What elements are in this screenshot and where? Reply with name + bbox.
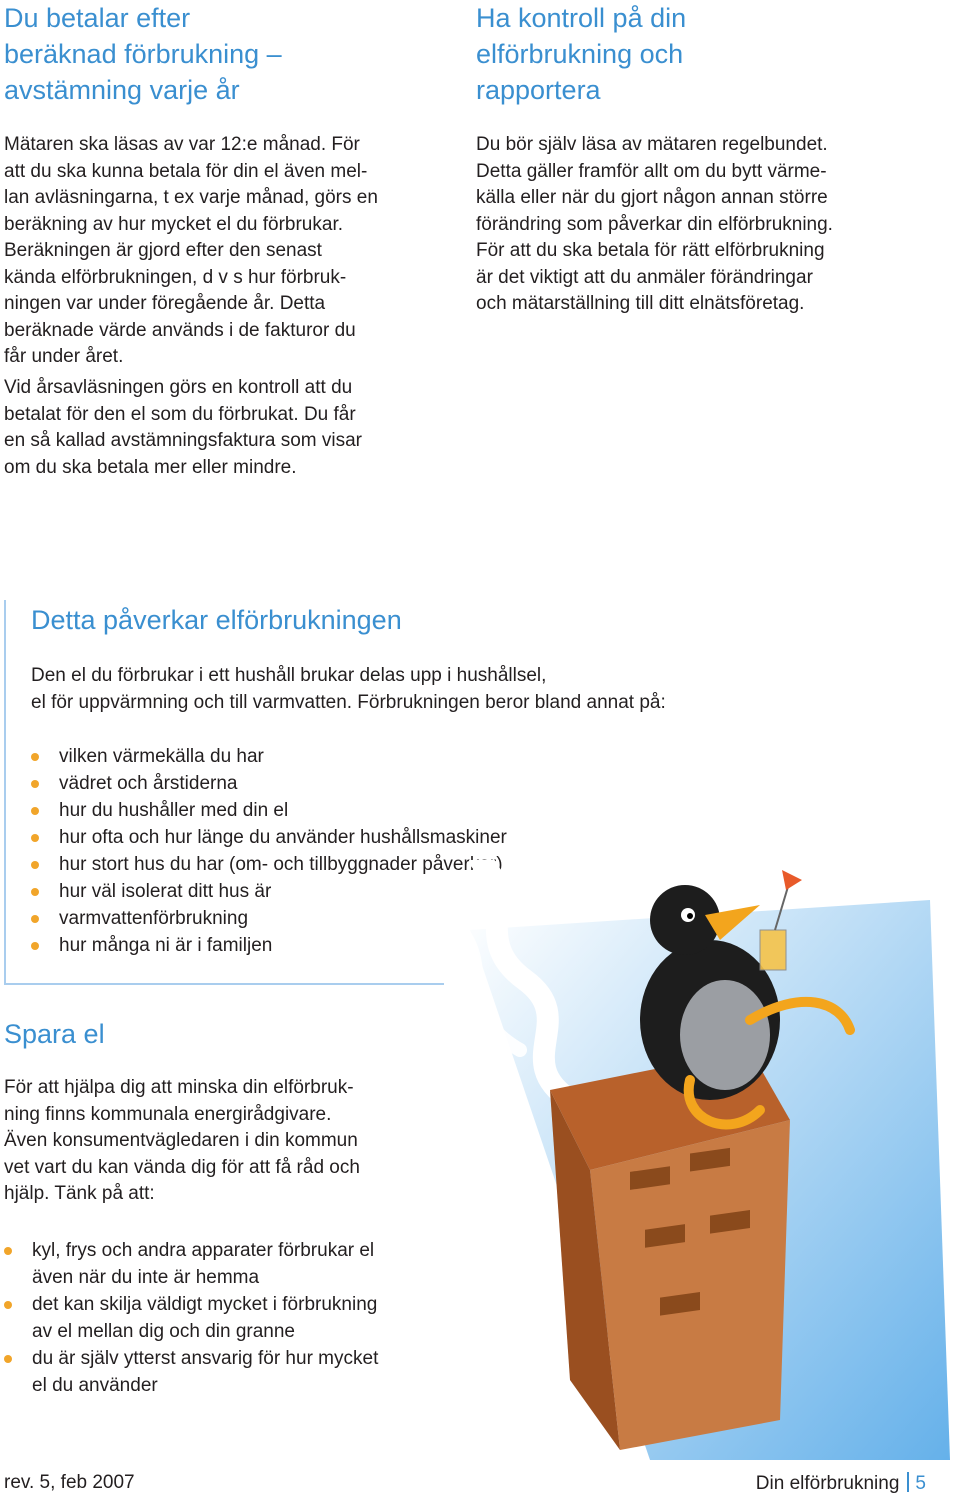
list-item <box>4 1237 444 1291</box>
list-item-text: hur många ni är i familjen <box>59 935 273 956</box>
col2-title-line: Ha kontroll på din <box>476 3 687 33</box>
text-line: beräknade värde används i de fakturor du <box>4 319 356 341</box>
list-item <box>4 1345 444 1399</box>
bullet-dot-icon <box>31 888 39 896</box>
affects-intro <box>31 663 931 716</box>
text-line: Mätaren ska läsas av var 12:e månad. För <box>4 134 360 155</box>
footer-revision: rev. 5, feb 2007 <box>4 1472 135 1493</box>
text-line: Beräkningen är gjord efter den senast <box>4 240 322 261</box>
list-item-text: vädret och årstiderna <box>59 773 238 794</box>
list-item-text: vilken värmekälla du har <box>59 746 264 767</box>
col1-title-line: Du betalar efter <box>4 3 191 33</box>
text-line: förändring som påverkar din elförbrukning. <box>476 213 833 235</box>
save-list <box>4 1237 444 1399</box>
text-line: beräkning av hur mycket el du förbrukar. <box>4 213 344 235</box>
list-item-text: hur du hushåller med din el <box>59 800 289 821</box>
text-line: en så kallad avstämningsfaktura som visar <box>4 430 362 451</box>
text-line: hjälp. Tänk på att: <box>4 1183 155 1204</box>
list-item-text: el du använder <box>32 1375 158 1396</box>
text-line: att du ska kunna betala för din el även mel- <box>4 160 368 182</box>
col1-title <box>4 0 434 108</box>
text-line: får under året. <box>4 346 124 367</box>
text-line: Vid årsavläsningen görs en kontroll att du <box>4 377 353 398</box>
save-title: Spara el <box>4 1019 105 1049</box>
col1-title-line: beräknad förbrukning – <box>4 39 282 69</box>
section-bracket-horizontal <box>4 983 444 985</box>
text-line: ningen var under föregående år. Detta <box>4 293 326 314</box>
list-item-text: av el mellan dig och din granne <box>32 1321 296 1342</box>
col2-paragraph <box>476 132 946 318</box>
text-line: betalat för den el som du förbrukat. Du får <box>4 403 356 425</box>
bullet-dot-icon <box>31 834 39 842</box>
list-item-text: du är själv ytterst ansvarig för hur mycket <box>32 1348 379 1369</box>
list-item-text: kyl, frys och andra apparater förbrukar el <box>32 1240 375 1261</box>
list-item-text: hur ofta och hur länge du använder hushållsmaskiner <box>59 827 507 848</box>
list-item <box>31 824 731 851</box>
crow-on-chimney-illustration <box>430 860 950 1460</box>
text-line: el för uppvärmning och till varmvatten. Förbrukningen beror bland annat på: <box>31 691 666 713</box>
text-line: För att hjälpa dig att minska din elförbruk- <box>4 1077 354 1098</box>
bullet-dot-icon <box>31 780 39 788</box>
text-line: Även konsumentvägledaren i din kommun <box>4 1130 358 1151</box>
text-line: lan avläsningarna, t ex varje månad, görs en <box>4 187 378 208</box>
list-item-text: det kan skilja väldigt mycket i förbrukning <box>32 1294 378 1315</box>
affects-title: Detta påverkar elförbrukningen <box>31 605 402 635</box>
text-line: För att du ska betala för rätt elförbrukning <box>476 240 825 261</box>
bullet-dot-icon <box>31 915 39 923</box>
list-item <box>31 743 731 770</box>
page-number: 5 <box>915 1473 926 1494</box>
bullet-dot-icon <box>31 942 39 950</box>
list-item <box>31 770 731 797</box>
bullet-dot-icon <box>4 1355 12 1363</box>
section-bracket-vertical <box>4 600 6 985</box>
list-item-text: även när du inte är hemma <box>32 1267 260 1288</box>
text-line: vet vart du kan vända dig för att få råd och <box>4 1156 360 1178</box>
footer-doc-title: Din elförbrukning <box>755 1473 900 1494</box>
save-intro <box>4 1075 444 1208</box>
text-line: ning finns kommunala energirådgivare. <box>4 1103 332 1125</box>
list-item-text: hur stort hus du har (om- och tillbyggnader påverkar) <box>59 854 503 875</box>
list-item-text: hur väl isolerat ditt hus är <box>59 881 272 902</box>
footer-page-label <box>756 1472 926 1495</box>
bullet-dot-icon <box>31 807 39 815</box>
bullet-dot-icon <box>31 753 39 761</box>
text-line: Du bör själv läsa av mätaren regelbundet. <box>476 134 828 155</box>
col1-paragraph-2 <box>4 375 444 481</box>
text-line: om du ska betala mer eller mindre. <box>4 456 297 478</box>
bullet-dot-icon <box>31 861 39 869</box>
col1-title-line: avstämning varje år <box>4 75 240 105</box>
text-line: Detta gäller framför allt om du bytt värme- <box>476 160 827 182</box>
text-line: är det viktigt att du anmäler förändringar <box>476 266 813 288</box>
col2-title-line: rapportera <box>476 75 601 105</box>
list-item <box>4 1291 444 1345</box>
text-line: källa eller när du gjort någon annan större <box>476 187 828 208</box>
text-line: kända elförbrukningen, d v s hur förbruk- <box>4 266 347 288</box>
col1-paragraph-1 <box>4 132 444 371</box>
list-item-text: varmvattenförbrukning <box>59 908 249 929</box>
bullet-dot-icon <box>4 1301 12 1309</box>
text-line: Den el du förbrukar i ett hushåll brukar delas upp i hushållsel, <box>31 665 547 686</box>
list-item <box>31 797 731 824</box>
bullet-dot-icon <box>4 1247 12 1255</box>
footer-separator <box>907 1472 909 1492</box>
col2-title-line: elförbrukning och <box>476 39 684 69</box>
text-line: och mätarställning till ditt elnätsföretag. <box>476 293 805 314</box>
col2-title <box>476 0 946 108</box>
